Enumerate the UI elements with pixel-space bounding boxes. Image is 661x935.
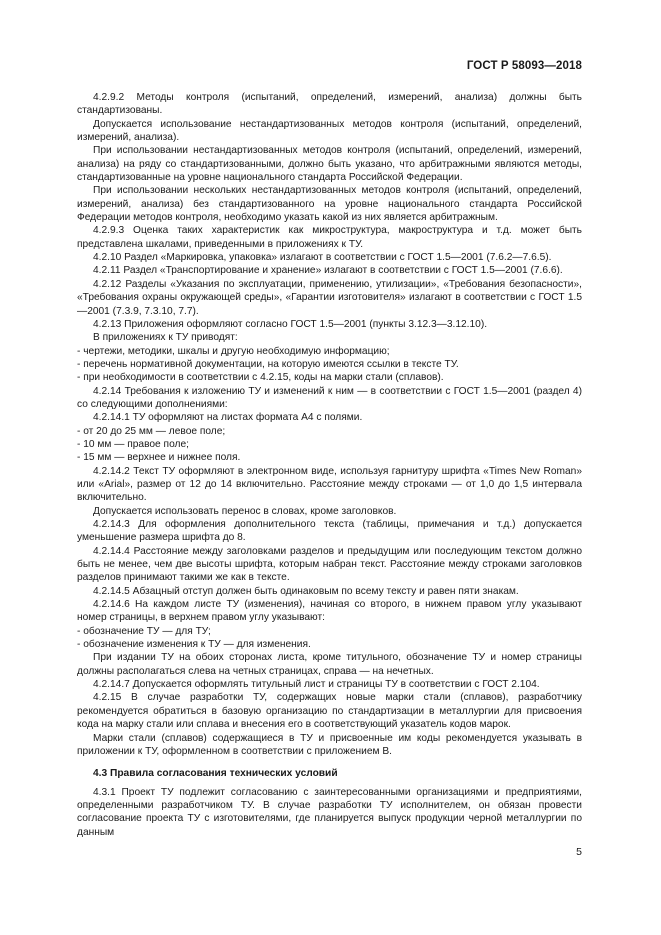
paragraph: 4.2.14.6 На каждом листе ТУ (изменения), начиная со второго, в нижнем правом углу указывают номер страницы, в верхнем правом углу указывают: bbox=[77, 599, 582, 624]
page-number: 5 bbox=[576, 846, 582, 858]
list-item: - от 20 до 25 мм — левое поле; bbox=[77, 425, 226, 437]
list-item: - 10 мм — правое поле; bbox=[77, 438, 189, 450]
list-item: - обозначение ТУ — для ТУ; bbox=[77, 625, 211, 637]
paragraph: 4.2.14.4 Расстояние между заголовками разделов и предыдущим или последующим текстом должно быть не менее, чем две высоты шрифта, которым набран текст. Расстояние между строками заголовков разделов принимают такими же как в тексте. bbox=[77, 545, 582, 584]
paragraph: 4.3.1 Проект ТУ подлежит согласованию с заинтересованными организациями и предприятиями, определенными разработчиком ТУ. В случае разработки ТУ исполнителем, он обязан провести согласование проекта ТУ с изготовителями, где планируется выпуск продукции черной металлургии по данным bbox=[77, 786, 582, 838]
paragraph: Допускается использовать перенос в словах, кроме заголовков. bbox=[93, 505, 397, 517]
list-item: - при необходимости в соответствии с 4.2.15, коды на марки стали (сплавов). bbox=[77, 372, 444, 384]
paragraph: 4.2.15 В случае разработки ТУ, содержащих новые марки стали (сплавов), разработчику рекомендуется обратиться в базовую организацию по стандартизации в металлургии для присвоения кода на марку стали или сплава и внесения его в соответствующий указатель кодов марок. bbox=[77, 692, 582, 731]
paragraph: 4.2.11 Раздел «Транспортирование и хранение» излагают в соответствии с ГОСТ 1.5—2001 (7.6.6). bbox=[93, 265, 563, 277]
paragraph: 4.2.12 Разделы «Указания по эксплуатации, применению, утилизации», «Требования безопасности», «Требования охраны окружающей среды», «Гарантии изготовителя» излагают в соответствии с ГОСТ 1.5—2001 (7.3.9, 7.3.10, 7.7). bbox=[77, 278, 582, 317]
paragraph: 4.2.13 Приложения оформляют согласно ГОСТ 1.5—2001 (пункты 3.12.3—3.12.10). bbox=[93, 318, 488, 330]
paragraph: 4.2.14 Требования к изложению ТУ и изменений к ним — в соответствии с ГОСТ 1.5—2001 (раздел 4) со следующими дополнениями: bbox=[77, 385, 582, 410]
paragraph: При использовании нестандартизованных методов контроля (испытаний, определений, измерений, анализа) на ряду со стандартизованными, должно быть указано, что арбитражными являются методы, стандартизованные на уровне национального стандарта Российской Федерации. bbox=[77, 145, 582, 184]
paragraph: 4.2.14.3 Для оформления дополнительного текста (таблицы, примечания и т.д.) допускается уменьшение размера шрифта до 8. bbox=[77, 519, 582, 544]
paragraph: 4.2.9.2 Методы контроля (испытаний, определений, измерений, анализа) должны быть стандартизованы. bbox=[77, 92, 582, 117]
paragraph: При издании ТУ на обоих сторонах листа, кроме титульного, обозначение ТУ и номер страницы должны располагаться слева на четных страницах, справа — на нечетных. bbox=[77, 652, 582, 677]
paragraph: При использовании нескольких нестандартизованных методов контроля (испытаний, определений, измерений, анализа) без стандартизованного на уровне национального стандарта Российской Федерации методов контроля, необходимо указать какой из них является арбитражным. bbox=[77, 185, 582, 224]
paragraph: 4.2.9.3 Оценка таких характеристик как микроструктура, макроструктура и т.д. может быть представлена шкалами, приведенными в приложениях к ТУ. bbox=[77, 225, 582, 250]
paragraph: Марки стали (сплавов) содержащиеся в ТУ и присвоенные им коды рекомендуется указывать в приложении к ТУ, оформленном в соответствии с приложением В. bbox=[77, 732, 582, 757]
paragraph: 4.2.14.5 Абзацный отступ должен быть одинаковым по всему тексту и равен пяти знакам. bbox=[93, 585, 519, 597]
document-body bbox=[77, 91, 582, 839]
paragraph: 4.2.14.7 Допускается оформлять титульный лист и страницы ТУ в соответствии с ГОСТ 2.104. bbox=[93, 679, 540, 691]
paragraph: 4.2.14.2 Текст ТУ оформляют в электронном виде, используя гарнитуру шрифта «Times New Roman» или «Arial», размер от 12 до 14 включительно. Расстояние между строками — от 1,0 до 1,5 интервала включительно. bbox=[77, 465, 582, 504]
list-item: - 15 мм — верхнее и нижнее поля. bbox=[77, 452, 241, 464]
paragraph: Допускается использование нестандартизованных методов контроля (испытаний, определений, измерений, анализа). bbox=[77, 118, 582, 144]
list-item: - обозначение изменения к ТУ — для изменения. bbox=[77, 639, 311, 651]
list-item: - чертежи, методики, шкалы и другую необходимую информацию; bbox=[77, 345, 390, 357]
list-item: - перечень нормативной документации, на которую имеются ссылки в тексте ТУ. bbox=[77, 358, 459, 370]
section-heading: 4.3 Правила согласования технических условий bbox=[93, 768, 338, 780]
paragraph: В приложениях к ТУ приводят: bbox=[93, 332, 238, 344]
document-code-header: ГОСТ Р 58093—2018 bbox=[466, 60, 582, 72]
paragraph: 4.2.10 Раздел «Маркировка, упаковка» излагают в соответствии с ГОСТ 1.5—2001 (7.6.2—7.6.5). bbox=[93, 252, 552, 264]
paragraph: 4.2.14.1 ТУ оформляют на листах формата А4 с полями. bbox=[93, 412, 363, 424]
